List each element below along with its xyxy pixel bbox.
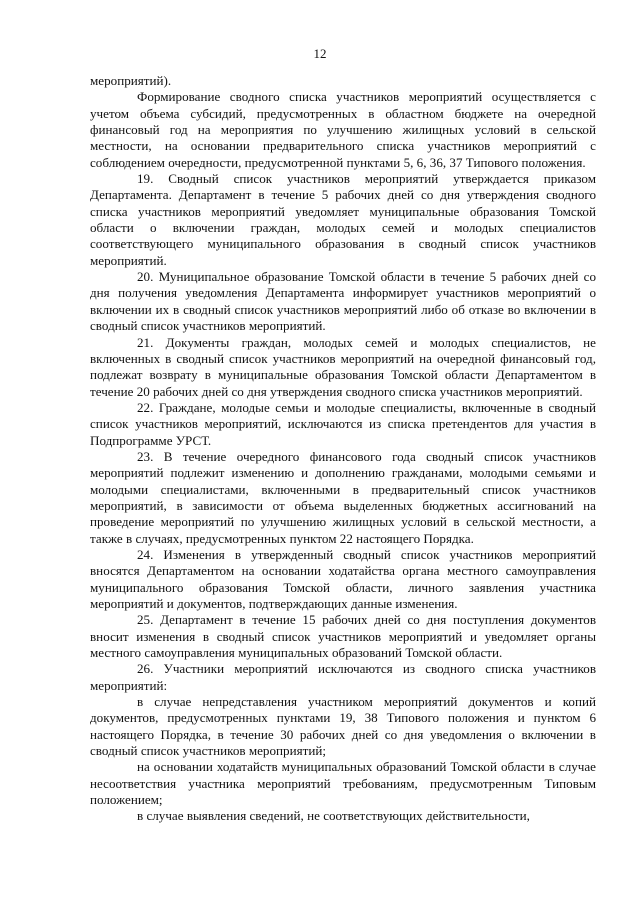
paragraph-19: 19. Сводный список участников мероприятий утверждается приказом Департамента. Департамент в течение 5 рабочих дней со дня утверждения сводного списка участников мероприятий уведомляет муниципальные образования Томской области о включении граждан, молодых семей и молодых специалистов соответствующего муниципального образования в сводный список участников мероприятий. bbox=[90, 171, 596, 268]
paragraph-24: 24. Изменения в утвержденный сводный список участников мероприятий вносятся Департаментом на основании ходатайства органа местного самоуправления муниципального образования Томской области, личного заявления участника мероприятий и документов, подтверждающих данные изменения. bbox=[90, 546, 596, 611]
paragraph-23: 23. В течение очередного финансового года сводный список участников мероприятий подлежит изменению и дополнению гражданами, молодыми семьями и молодыми специалистами, включенными в предварительный список участников мероприятий, в зависимости от объема выделенных бюджетных ассигнований на проведение мероприятий по улучшению жилищных условий в сельской местности, а также в случаях, предусмотренных пунктом 22 настоящего Порядка. bbox=[90, 448, 596, 546]
paragraph-20: 20. Муниципальное образование Томской области в течение 5 рабочих дней со дня получения уведомления Департамента информирует участников мероприятий о включении их в сводный список участников мероприятий либо об отказе во включении в сводный список участников мероприятий. bbox=[90, 269, 596, 334]
paragraph-26-item-3: в случае выявления сведений, не соответствующих действительности, bbox=[137, 808, 530, 824]
paragraph-consolidated-list-formation: Формирование сводного списка участников мероприятий осуществляется с учетом объема субсидий, предусмотренных в областном бюджете на очередной финансовый год на мероприятия по улучшению жилищных условий в сельской местности, на основании предварительного списка участников мероприятий с соблюдением очередности, предусмотренной пунктами 5, 6, 36, 37 Типового положения. bbox=[90, 89, 596, 170]
paragraph-26-item-2: на основании ходатайств муниципальных образований Томской области в случае несоответствия участника мероприятий требованиям, предусмотренным Типовым положением; bbox=[90, 759, 596, 808]
paragraph-26-item-1: в случае непредставления участником мероприятий документов и копий документов, предусмотренных пунктами 19, 38 Типового положения и пунктом 6 настоящего Порядка, в течение 30 рабочих дней со дня уведомления о включении в сводный список участников мероприятий; bbox=[90, 694, 596, 759]
paragraph-continuation: мероприятий). bbox=[90, 73, 172, 88]
document-body bbox=[90, 73, 596, 825]
page-number: 12 bbox=[313, 46, 327, 61]
paragraph-21: 21. Документы граждан, молодых семей и молодых специалистов, не включенных в сводный список участников мероприятий на очередной финансовый год, подлежат возврату в муниципальные образования Томской области Департаментом в течение 20 рабочих дней со дня утверждения сводного списка участников мероприятий. bbox=[90, 334, 596, 399]
paragraph-25: 25. Департамент в течение 15 рабочих дней со дня поступления документов вносит изменения в сводный список участников мероприятий и уведомляет органы местного самоуправления муниципальных образований Томской области. bbox=[90, 612, 596, 661]
paragraph-26: 26. Участники мероприятий исключаются из сводного списка участников мероприятий: bbox=[90, 661, 596, 693]
paragraph-22: 22. Граждане, молодые семьи и молодые специалисты, включенные в сводный список участников мероприятий, исключаются из списка претендентов для участия в Подпрограмме УРСТ. bbox=[90, 399, 596, 448]
